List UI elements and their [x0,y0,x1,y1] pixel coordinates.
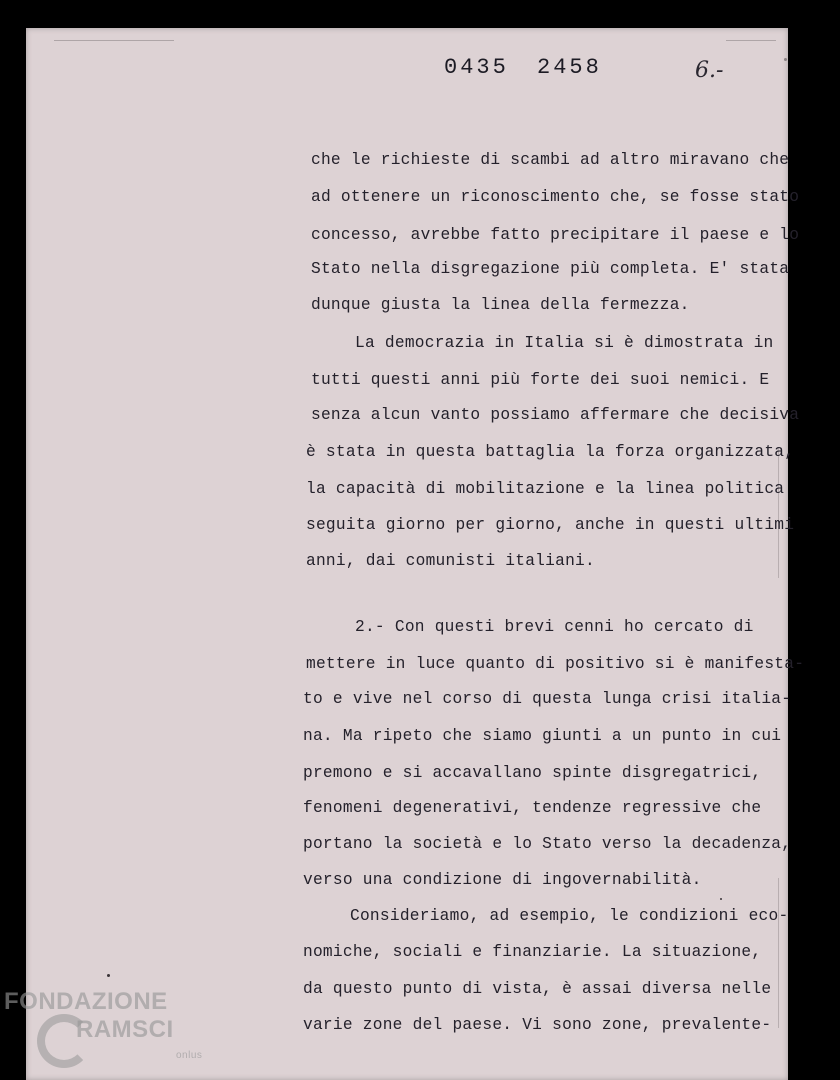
text-line: mettere in luce quanto di positivo si è manifesta- [306,655,805,673]
watermark-logo [4,988,203,1061]
text-line: la capacità di mobilitazione e la linea politica [306,480,785,498]
text-line: tutti questi anni più forte dei suoi nemici. E [311,371,770,389]
text-line: Stato nella disgregazione più completa. E' stata [311,260,790,278]
text-line: verso una condizione di ingovernabilità. [303,871,702,889]
text-line: to e vive nel corso di questa lunga crisi italia- [303,690,792,708]
watermark-line1: FONDAZIONE [4,988,168,1015]
text-line: concesso, avrebbe fatto precipitare il paese e lo [311,226,800,244]
ink-speck [720,898,722,900]
text-line: portano la società e lo Stato verso la decadenza, [303,835,792,853]
top-rule-right [726,40,776,41]
text-line: seguita giorno per giorno, anche in questi ultimi [306,516,795,534]
text-line: ad ottenere un riconoscimento che, se fosse stato [311,188,800,206]
page-number: 6.- [695,58,724,83]
text-line: 2.- Con questi brevi cenni ho cercato di [355,618,754,636]
archive-number: 0435 2458 [444,55,602,80]
ink-speck [784,58,787,61]
watermark-sub: onlus [176,1050,203,1061]
text-line: è stata in questa battaglia la forza organizzata, [306,443,795,461]
text-line: Consideriamo, ad esempio, le condizioni eco- [350,907,789,925]
text-line: La democrazia in Italia si è dimostrata in [355,334,774,352]
top-rule-left [54,40,174,41]
text-line: anni, dai comunisti italiani. [306,552,595,570]
watermark-line2: RAMSCI [76,1016,174,1043]
text-line: che le richieste di scambi ad altro miravano che [311,151,790,169]
text-line: senza alcun vanto possiamo affermare che decisiva [311,406,800,424]
text-line: dunque giusta la linea della fermezza. [311,296,690,314]
text-line: na. Ma ripeto che siamo giunti a un punto in cui [303,727,782,745]
scan-edge-mark [778,448,779,578]
text-line: da questo punto di vista, è assai diversa nelle [303,980,772,998]
ink-speck [107,974,110,977]
text-line: premono e si accavallano spinte disgregatrici, [303,764,762,782]
scan-edge-mark [778,878,779,1028]
g-ring-icon [37,1014,91,1068]
text-line: nomiche, sociali e finanziarie. La situazione, [303,943,762,961]
text-line: fenomeni degenerativi, tendenze regressive che [303,799,762,817]
text-line: varie zone del paese. Vi sono zone, prevalente- [303,1016,772,1034]
